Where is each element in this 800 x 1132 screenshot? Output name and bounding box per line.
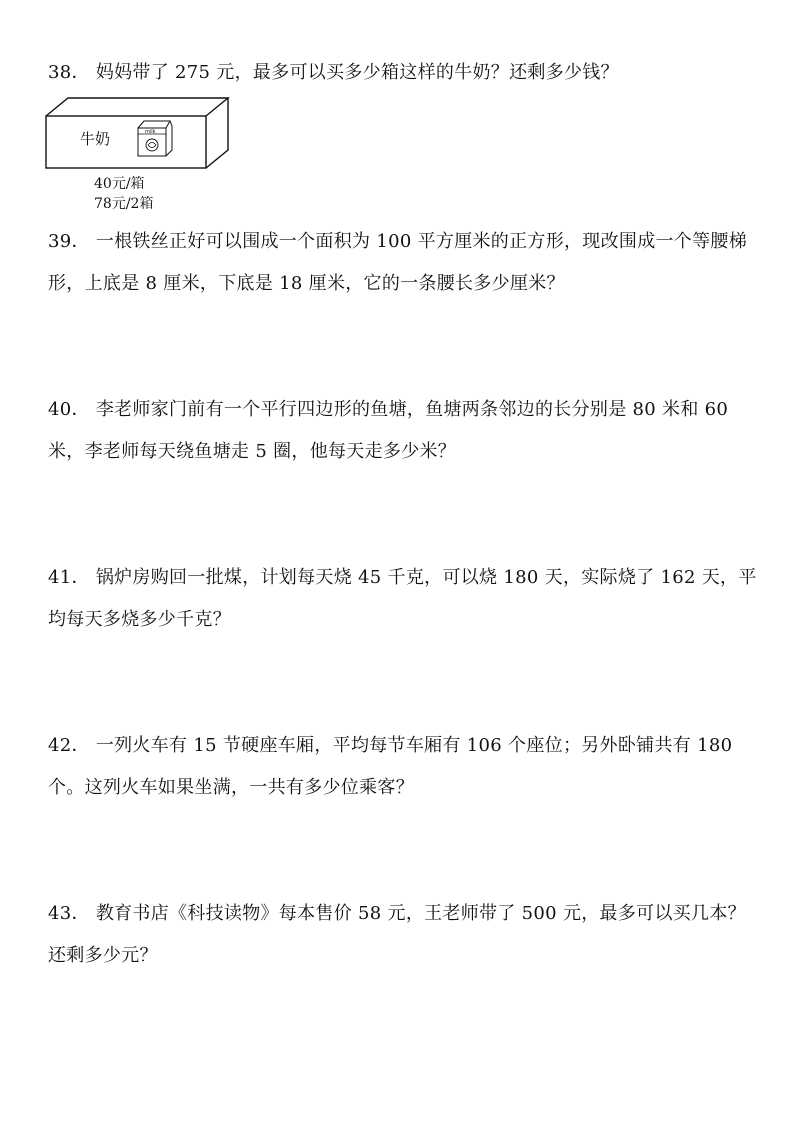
question-40 bbox=[48, 389, 760, 473]
question-text: 教育书店《科技读物》每本售价 58 元，王老师带了 500 元，最多可以买几本？还剩多少元？ bbox=[48, 903, 746, 966]
question-number: 38． bbox=[48, 62, 90, 83]
question-text: 妈妈带了 275 元，最多可以买多少箱这样的牛奶？还剩多少钱？ bbox=[95, 62, 619, 83]
question-38 bbox=[48, 52, 760, 94]
question-text: 李老师家门前有一个平行四边形的鱼塘，鱼塘两条邻边的长分别是 80 米和 60 米，李老师每天绕鱼塘走 5 圈，他每天走多少米？ bbox=[48, 399, 729, 462]
question-39 bbox=[48, 221, 760, 305]
price-labels bbox=[94, 174, 153, 214]
question-number: 42． bbox=[48, 735, 90, 756]
carton-text: milk bbox=[145, 129, 156, 135]
question-41 bbox=[48, 557, 760, 641]
question-42 bbox=[48, 725, 760, 809]
box-label: 牛奶 bbox=[80, 130, 111, 148]
question-number: 39． bbox=[48, 231, 90, 252]
question-text: 一列火车有 15 节硬座车厢，平均每节车厢有 106 个座位；另外卧铺共有 180 个。这列火车如果坐满，一共有多少位乘客？ bbox=[48, 735, 733, 798]
price-single: 40元/箱 bbox=[94, 176, 145, 192]
question-text: 锅炉房购回一批煤，计划每天烧 45 千克，可以烧 180 天，实际烧了 162 天，平均每天多烧多少千克？ bbox=[48, 567, 757, 630]
question-text: 一根铁丝正好可以围成一个面积为 100 平方厘米的正方形，现改围成一个等腰梯形，上底是 8 厘米，下底是 18 厘米，它的一条腰长多少厘米？ bbox=[48, 231, 748, 294]
question-43 bbox=[48, 893, 760, 977]
milk-carton-icon bbox=[138, 121, 172, 156]
question-number: 40． bbox=[48, 399, 90, 420]
question-number: 41． bbox=[48, 567, 90, 588]
question-number: 43． bbox=[48, 903, 90, 924]
milk-box-drawing bbox=[42, 94, 232, 174]
milk-box-figure bbox=[42, 94, 232, 174]
price-double: 78元/2箱 bbox=[94, 196, 154, 212]
